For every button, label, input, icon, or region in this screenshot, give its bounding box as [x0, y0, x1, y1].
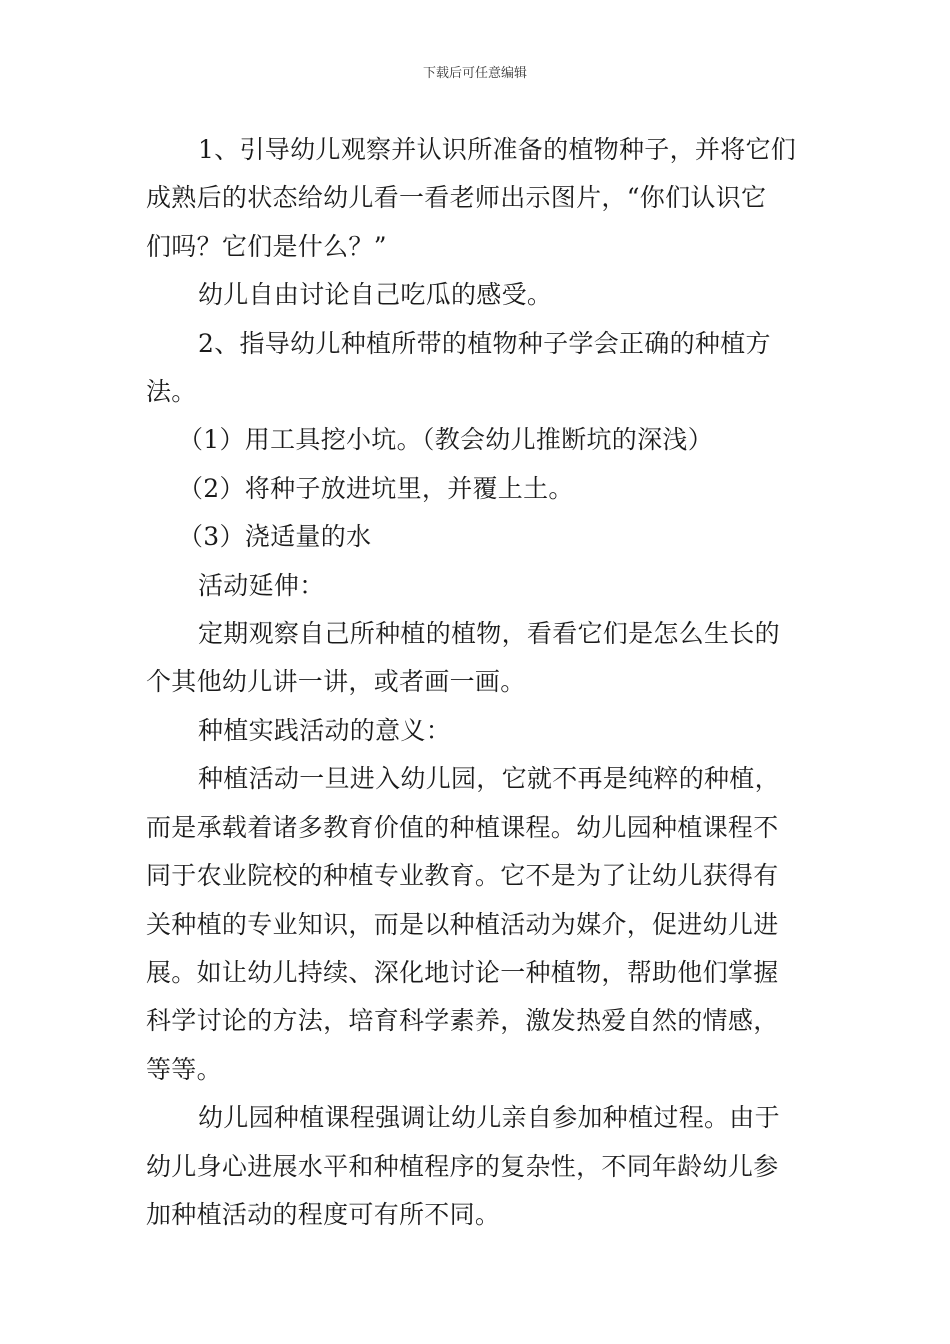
- step-place-seed: （2）将种子放进坑里，并覆上土。: [178, 473, 574, 503]
- paragraph-line: 同于农业院校的种植专业教育。它不是为了让幼儿获得有: [146, 861, 779, 891]
- paragraph-line: 展。如让幼儿持续、深化地讨论一种植物，帮助他们掌握: [146, 957, 779, 987]
- paragraph-line: 等等。: [146, 1054, 222, 1084]
- paragraph-guide-observe: [146, 126, 810, 271]
- paragraph-line: 种植活动一旦进入幼儿园，它就不再是纯粹的种植，: [198, 764, 780, 794]
- paragraph-line: 幼儿身心进展水平和种植程序的复杂性，不同年龄幼儿参: [146, 1151, 779, 1181]
- step-dig-hole: （1）用工具挖小坑。（教会幼儿推断坑的深浅）: [178, 425, 714, 455]
- paragraph-planting-curriculum: [146, 755, 810, 1094]
- heading-activity-extension: 活动延伸：: [198, 570, 325, 600]
- paragraph-observe-growth: [146, 610, 810, 707]
- paragraph-line: 定期观察自己所种植的植物，看看它们是怎么生长的: [198, 619, 780, 649]
- document-body: [146, 126, 810, 1239]
- paragraph-line: 加种植活动的程度可有所不同。: [146, 1199, 501, 1229]
- paragraph-line: 成熟后的状态给幼儿看一看老师出示图片，“你们认识它: [146, 183, 767, 213]
- paragraph-guide-planting: 2、指导幼儿种植所带的植物种子学会正确的种植方法。: [146, 328, 771, 407]
- heading-activity-meaning: 种植实践活动的意义：: [198, 715, 452, 745]
- step-water: （3）浇适量的水: [178, 522, 372, 552]
- paragraph-line: 而是承载着诸多教育价值的种植课程。幼儿园种植课程不: [146, 812, 779, 842]
- page-header-note: 下载后可任意编辑: [422, 66, 527, 81]
- paragraph-line: 关种植的专业知识，而是以种植活动为媒介，促进幼儿进: [146, 909, 779, 939]
- paragraph-line: 幼儿园种植课程强调让幼儿亲自参加种植过程。由于: [198, 1103, 780, 1133]
- paragraph-line: 1、引导幼儿观察并认识所准备的植物种子，并将它们: [198, 135, 797, 164]
- paragraph-line: 个其他幼儿讲一讲，或者画一画。: [146, 667, 526, 697]
- paragraph-free-discussion: 幼儿自由讨论自己吃瓜的感受。: [198, 280, 553, 310]
- paragraph-line: 科学讨论的方法，培育科学素养，激发热爱自然的情感，: [146, 1006, 779, 1036]
- paragraph-participation: [146, 1094, 810, 1239]
- paragraph-line: 们吗？它们是什么？”: [146, 231, 387, 261]
